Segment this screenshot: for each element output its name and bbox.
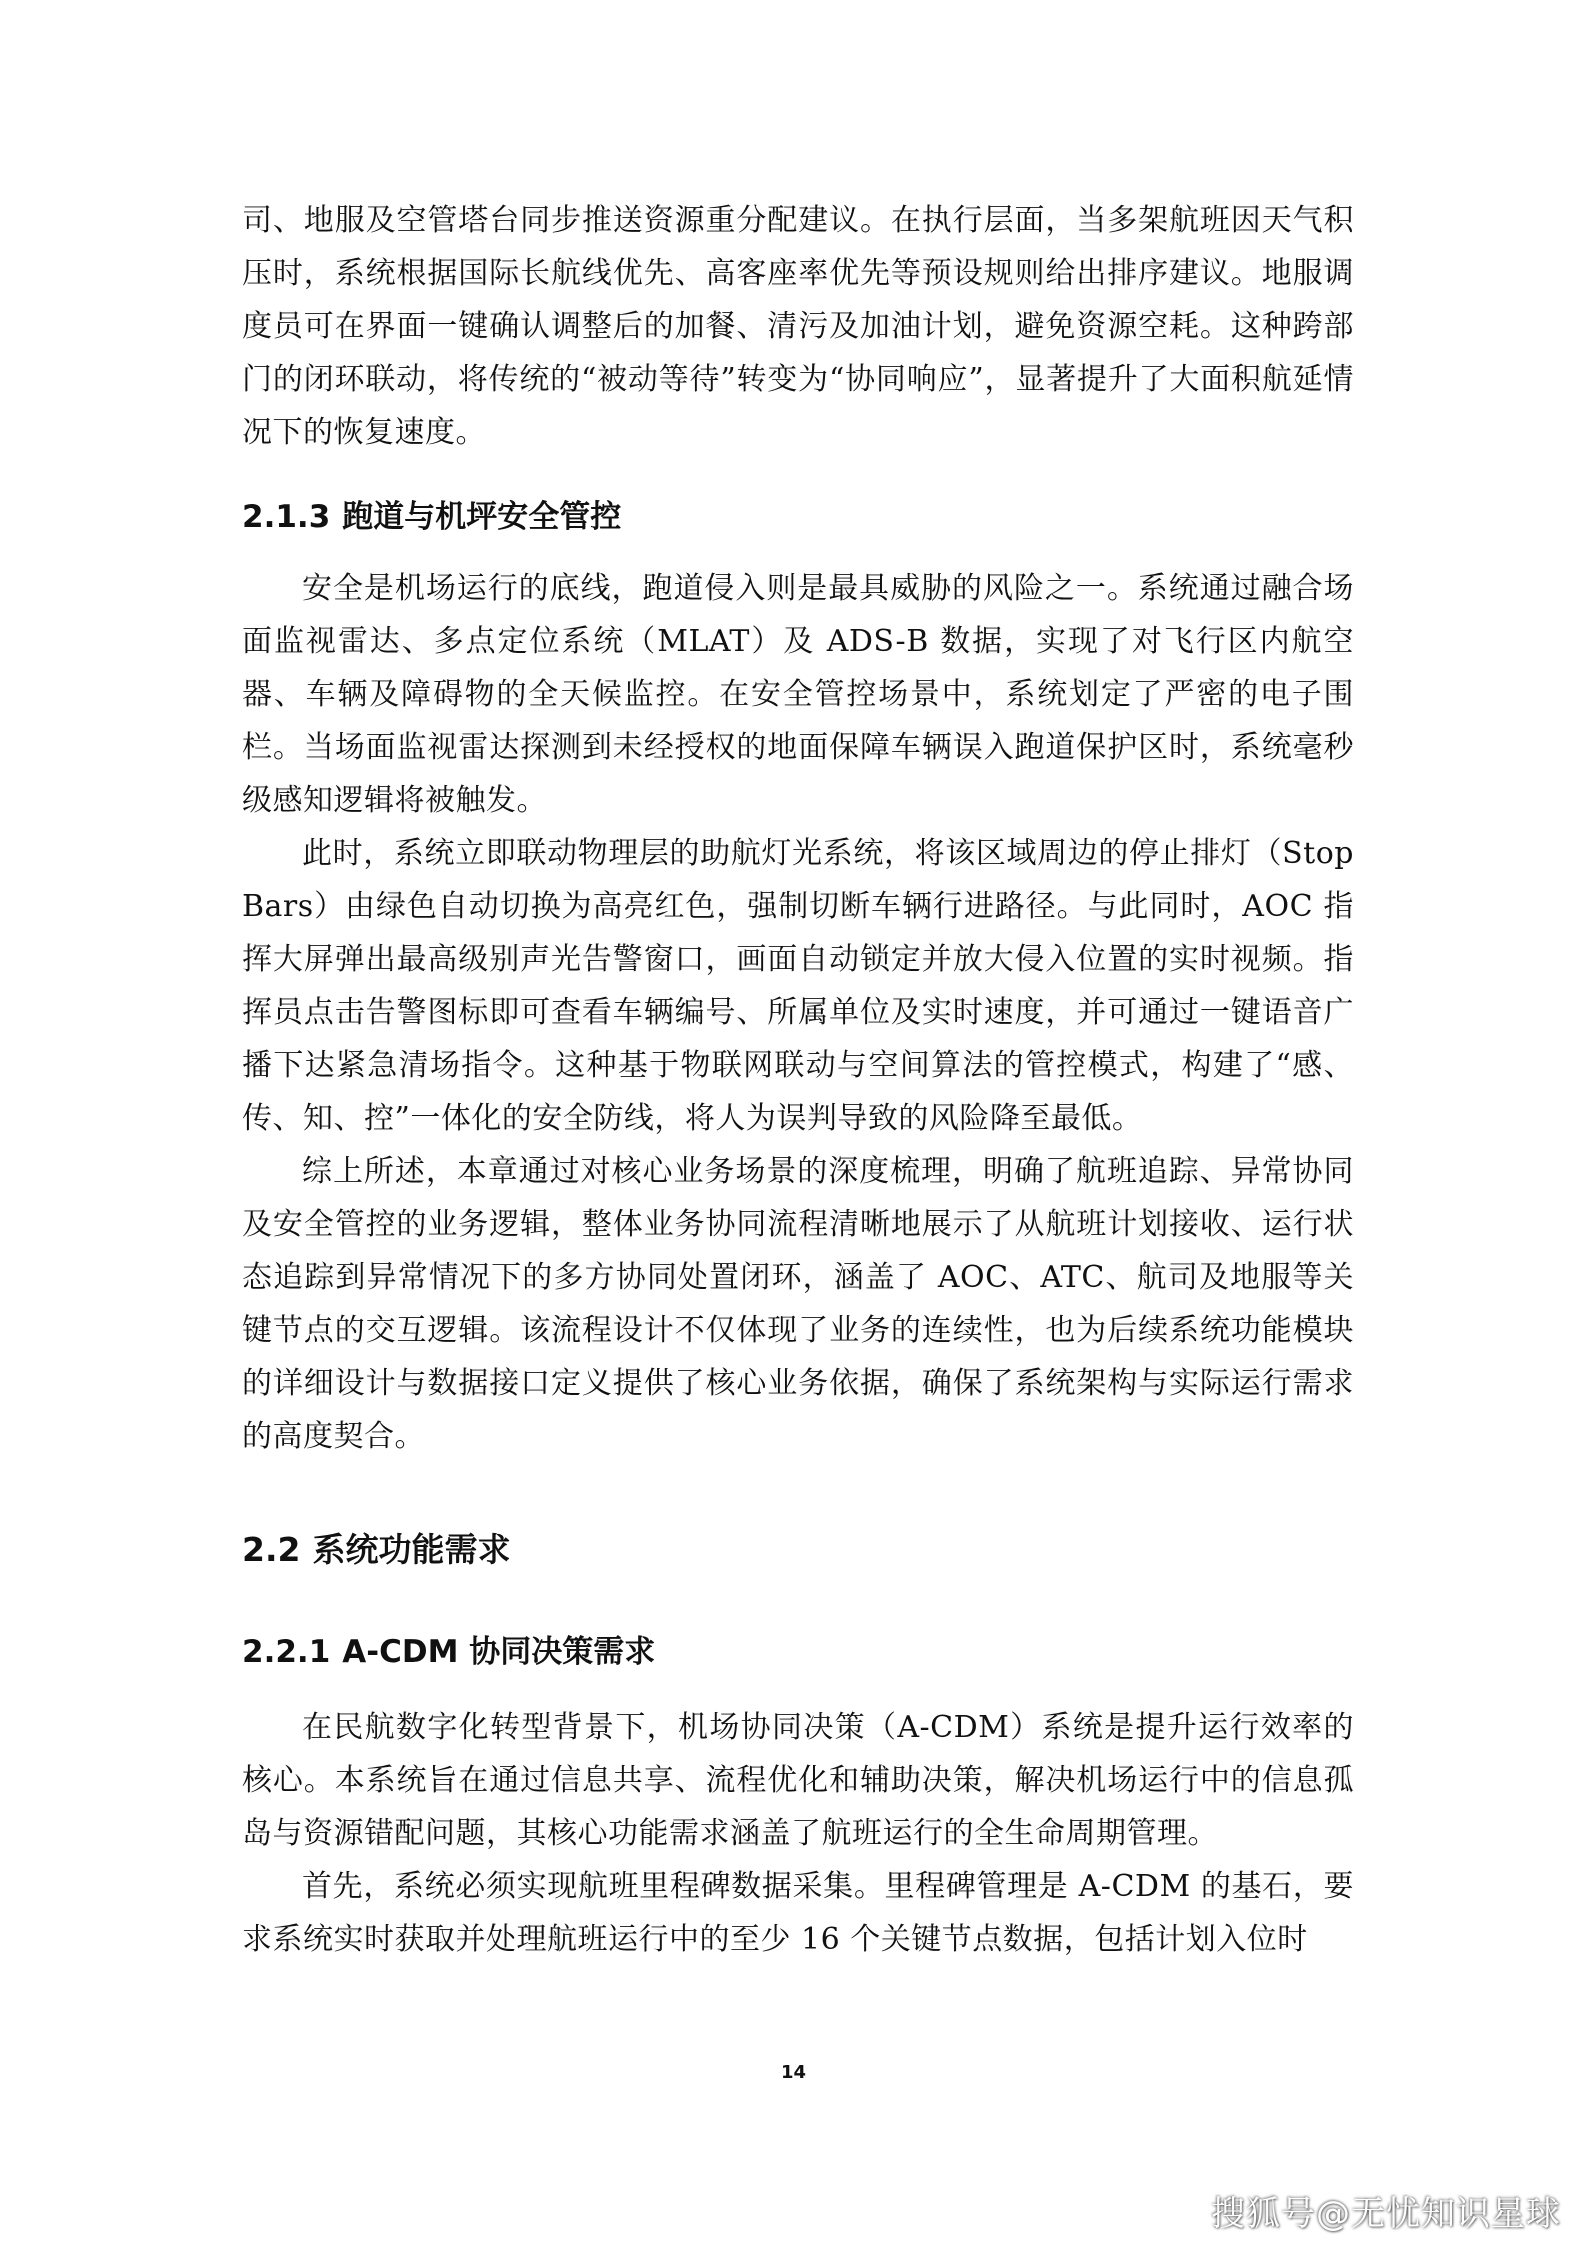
paragraph-stop-bars: 此时，系统立即联动物理层的助航灯光系统，将该区域周边的停止排灯（Stop Bars）由绿色自动切换为高亮红色，强制切断车辆行进路径。与此同时，AOC 指挥大屏弹出最高级别声光告警窗口，画面自动锁定并放大侵入位置的实时视频。指挥员点击告警图标即可查看车辆编号、所属单位及实时速度，并可通过一键语音广播下达紧急清场指令。这种基于物联网联动与空间算法的管控模式，构建了“感、传、知、控”一体化的安全防线，将人为误判导致的风险降至最低。 [242, 836, 1354, 1136]
section-heading-2-2 [242, 1523, 1354, 1576]
section-title: 系统功能需求 [312, 1530, 511, 1569]
section-heading-2-1-3 [242, 491, 1354, 544]
paragraph-safety-intro: 安全是机场运行的底线，跑道侵入则是最具威胁的风险之一。系统通过融合场面监视雷达、多点定位系统（MLAT）及 ADS-B 数据，实现了对飞行区内航空器、车辆及障碍物的全天候监控。在安全管控场景中，系统划定了严密的电子围栏。当场面监视雷达探测到未经授权的地面保障车辆误入跑道保护区时，系统毫秒级感知逻辑将被触发。 [242, 571, 1354, 818]
paragraph-continued: 司、地服及空管塔台同步推送资源重分配建议。在执行层面，当多架航班因天气积压时，系统根据国际长航线优先、高客座率优先等预设规则给出排序建议。地服调度员可在界面一键确认调整后的加餐、清污及加油计划，避免资源空耗。这种跨部门的闭环联动，将传统的“被动等待”转变为“协同响应”，显著提升了大面积航延情况下的恢复速度。 [242, 203, 1354, 450]
section-heading-2-2-1 [242, 1626, 1354, 1679]
section-number: 2.2 [242, 1530, 301, 1569]
paragraph-acdm-intro: 在民航数字化转型背景下，机场协同决策（A-CDM）系统是提升运行效率的核心。本系统旨在通过信息共享、流程优化和辅助决策，解决机场运行中的信息孤岛与资源错配问题，其核心功能需求涵盖了航班运行的全生命周期管理。 [242, 1710, 1354, 1851]
page-number: 14 [780, 2062, 807, 2083]
section-title: A-CDM 协同决策需求 [342, 1634, 656, 1670]
paragraph-summary: 综上所述，本章通过对核心业务场景的深度梳理，明确了航班追踪、异常协同及安全管控的业务逻辑，整体业务协同流程清晰地展示了从航班计划接收、运行状态追踪到异常情况下的多方协同处置闭环，涵盖了 AOC、ATC、航司及地服等关键节点的交互逻辑。该流程设计不仅体现了业务的连续性，也为后续系统功能模块的详细设计与数据接口定义提供了核心业务依据，确保了系统架构与实际运行需求的高度契合。 [242, 1154, 1354, 1454]
section-number: 2.1.3 [242, 499, 331, 535]
paragraph-milestones: 首先，系统必须实现航班里程碑数据采集。里程碑管理是 A-CDM 的基石，要求系统实时获取并处理航班运行中的至少 16 个关键节点数据，包括计划入位时 [242, 1869, 1354, 1957]
section-title: 跑道与机坪安全管控 [342, 499, 622, 535]
section-number: 2.2.1 [242, 1634, 331, 1670]
page-content [242, 194, 1354, 1966]
watermark: 搜狐号@无忧知识星球 [1211, 2194, 1561, 2234]
